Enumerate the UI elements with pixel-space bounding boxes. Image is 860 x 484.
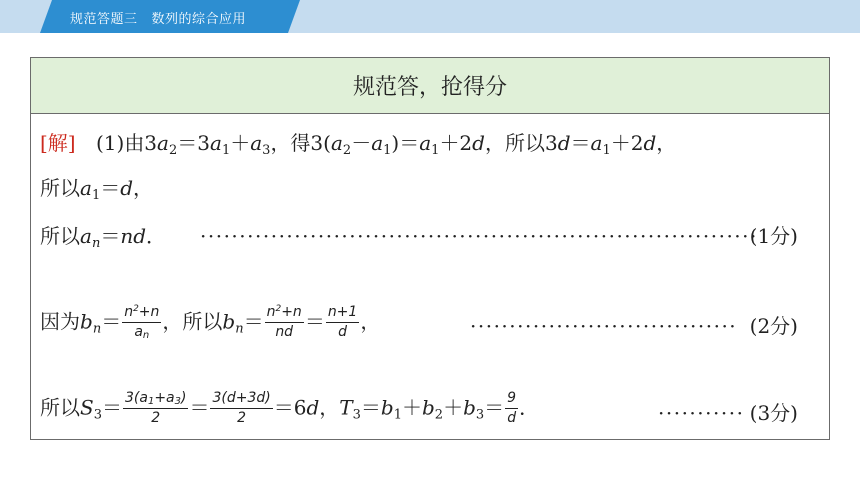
solution-line-1: [解] (1)由$3a_2=3a_1+a_3$，得$3(a_2-a_1)=a_1+2d$，所以$3d=a_1+2d$， <box>40 131 677 158</box>
solution-line-5: 所以$S_3=$ $\frac{3(a_1+a_3)}{2}$ ＝ $\frac{3(d+3d)}{2}$ ＝6d，$T_3=b_1+b_2+b_3=$ $\frac{9}{d}$ ． ··········· (3分) <box>40 390 798 427</box>
solution-panel <box>30 57 830 440</box>
fraction: $\frac{n^2+n}{nd}$ <box>266 304 302 341</box>
fraction: $\frac{3(a_1+a_3)}{2}$ <box>124 390 187 427</box>
panel-title: 规范答，抢得分 <box>352 75 507 100</box>
score-1: (1分) <box>749 224 798 248</box>
solution-tag: [解] <box>40 131 76 155</box>
score-2: (2分) <box>749 314 798 338</box>
solution-line-2: 所以$a_1=d$， <box>40 176 154 203</box>
topic-label: 数列的综合应用 <box>151 12 247 27</box>
tab-text <box>70 8 246 27</box>
fraction: $\frac{3(d+3d)}{2}$ <box>212 390 271 427</box>
dot-leader: ·································· <box>470 314 738 338</box>
section-label: 规范答题三 <box>70 12 138 27</box>
panel-header <box>31 58 829 114</box>
dot-leader: ··········· <box>658 401 745 425</box>
solution-line-3: 所以$a_n=nd$． ······································································· (1分) <box>40 224 798 251</box>
fraction: $\frac{n^2+n}{a_n}$ <box>124 304 160 342</box>
score-3: (3分) <box>749 401 798 425</box>
dot-leader: ······································································· <box>200 224 758 248</box>
part-label: (1) <box>95 131 125 155</box>
solution-line-4: 因为$b_n=$ $\frac{n^2+n}{a_n}$ ，所以$b_n=$ $\frac{n^2+n}{nd}$ ＝ $\frac{n+1}{d}$ ， ·································· (2分) <box>40 304 798 342</box>
fraction: $\frac{9}{d}$ <box>507 390 517 427</box>
fraction: $\frac{n+1}{d}$ <box>327 304 358 341</box>
section-tab <box>40 0 300 33</box>
